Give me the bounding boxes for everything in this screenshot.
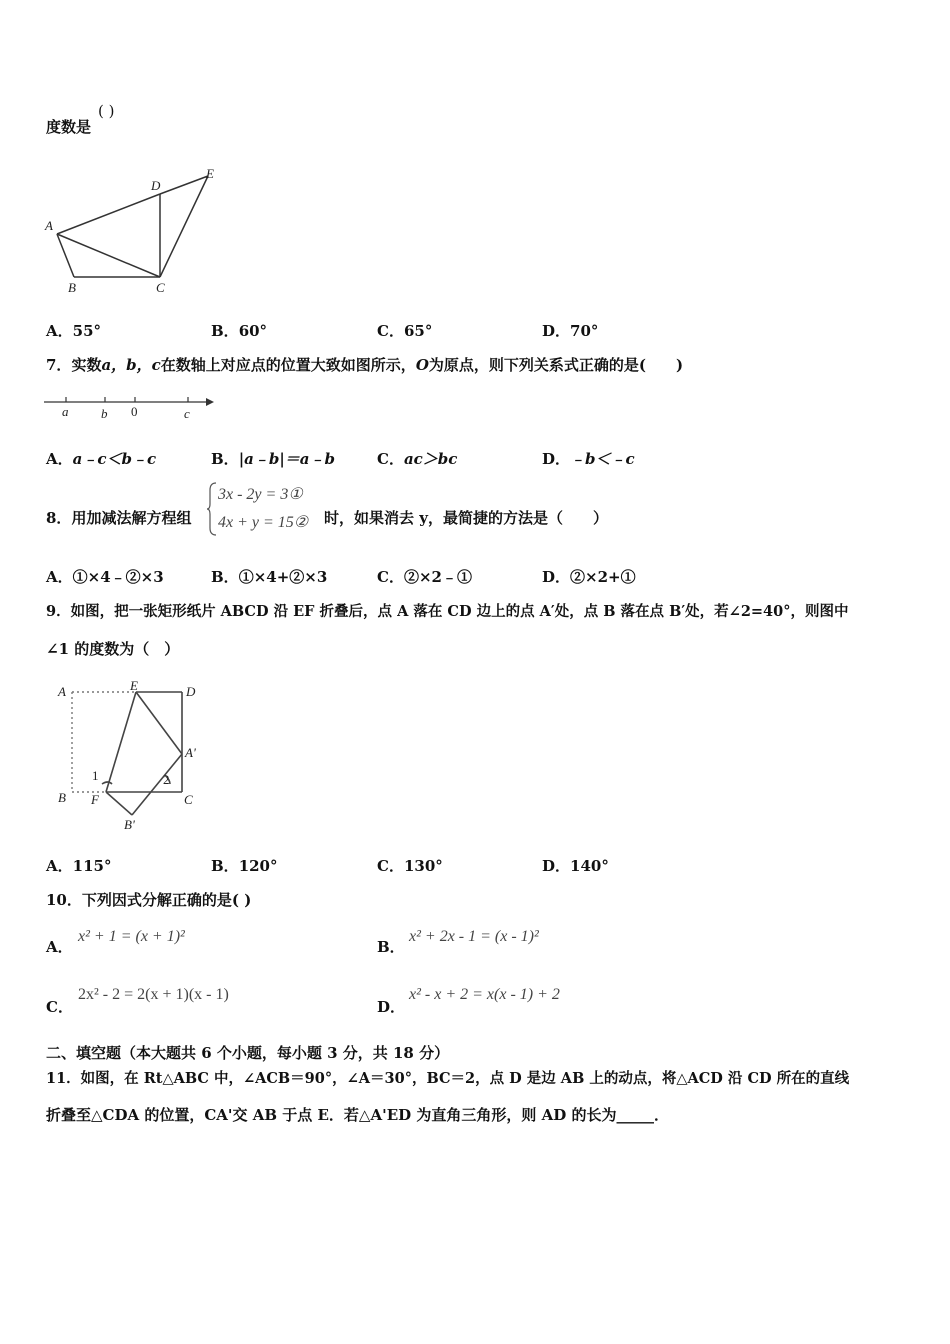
q7-axis-label-0: 0 <box>131 404 138 419</box>
q10-option-c-label[interactable]: C． <box>46 998 73 1016</box>
q8-question-pre <box>46 507 191 528</box>
q6-option-d-text: 70° <box>570 322 599 340</box>
q8-option-a-text: ①×4﹣②×3 <box>72 568 164 586</box>
q9-question-line1: 9．如图，把一张矩形纸片 ABCD 沿 EF 折叠后，点 A 落在 CD 边上的点 A′处，点 B 落在点 B′处，若∠2=40°，则图中 <box>46 603 849 620</box>
q7-option-c[interactable] <box>377 448 457 469</box>
q10-option-d-formula: x² - x + 2 = x(x - 1) + 2 <box>409 986 560 1003</box>
arrow-right-icon <box>206 398 214 406</box>
q9-option-d-text: 140° <box>570 857 609 875</box>
q9-label-a-prime: A' <box>185 745 196 760</box>
q7-option-b[interactable] <box>211 448 335 469</box>
q8-equation-1: 3x - 2y = 3① <box>218 486 303 503</box>
q9-option-a-text: 115° <box>72 857 112 875</box>
q6-figure <box>40 164 230 298</box>
q7-axis-label-a: a <box>62 404 69 419</box>
q10-option-a-label[interactable]: A． <box>46 938 73 956</box>
q7-option-d-text: ﹣b＜﹣c <box>570 450 635 468</box>
q11-question-line1: 11．如图，在 Rt△ABC 中，∠ACB＝90°，∠A＝30°，BC＝2，点 D 是边 AB 上的动点，将△ACD 沿 CD 所在的直线 <box>46 1070 850 1087</box>
q8-text-pre: 用加减法解方程组 <box>71 509 192 527</box>
q9-label-f: F <box>91 792 99 807</box>
q7-number-line <box>44 390 220 424</box>
q8-number: 8． <box>46 509 72 527</box>
q6-tail-text: 度数是 <box>46 118 92 136</box>
q10-option-b-formula: x² + 2x - 1 = (x - 1)² <box>409 928 539 945</box>
q9-option-b-label: B． <box>211 857 239 875</box>
q7-option-d[interactable] <box>542 448 635 469</box>
q6-option-d[interactable] <box>542 320 598 341</box>
q10-option-b-label[interactable]: B． <box>377 938 405 956</box>
q6-option-c-label: C． <box>377 322 404 340</box>
q9-option-a[interactable] <box>46 855 111 876</box>
q8-equation-2: 4x + y = 15② <box>218 514 309 531</box>
q7-option-a-text: a﹣c＜b﹣c <box>72 450 157 468</box>
q6-option-b[interactable] <box>211 320 267 341</box>
q8-option-c-label: C． <box>377 568 404 586</box>
q9-seg-a-prime-b-prime <box>132 754 182 815</box>
q6-option-a-label: A． <box>46 322 73 340</box>
q9-seg-ea-prime <box>136 692 182 754</box>
q9-label-e: E <box>130 680 138 693</box>
q9-label-a: A <box>58 684 66 699</box>
q7-text-pre: 实数 <box>71 356 102 374</box>
q8-text-post: 时，如果消去 y，最简捷的方法是（ ） <box>324 509 608 527</box>
q6-label-c: C <box>156 280 165 295</box>
q10-option-a-formula: x² + 1 = (x + 1)² <box>78 928 185 945</box>
q7-option-c-label: C． <box>377 450 404 468</box>
q6-option-b-text: 60° <box>238 322 268 340</box>
q9-option-a-label: A． <box>46 857 73 875</box>
q9-label-b: B <box>58 790 66 805</box>
q7-text-mid: 在数轴上对应点的位置大致如图所示， <box>160 356 416 374</box>
q7-option-d-label: D． <box>542 450 571 468</box>
q9-option-c-label: C． <box>377 857 404 875</box>
q7-axis-label-c: c <box>184 406 190 421</box>
q8-brace-icon <box>206 482 218 536</box>
q9-label-angle-1: 1 <box>92 768 99 783</box>
q7-option-a-label: A． <box>46 450 73 468</box>
q6-option-d-label: D． <box>542 322 571 340</box>
q7-origin: O <box>415 356 429 374</box>
q9-seg-fb-prime <box>106 792 132 815</box>
q8-option-b-label: B． <box>211 568 239 586</box>
q11-question-line2: 折叠至△CDA 的位置，CA'交 AB 于点 E．若△A'ED 为直角三角形，则 AD 的长为_____． <box>46 1106 669 1124</box>
q6-option-a-text: 55° <box>72 322 102 340</box>
q8-option-d-label: D． <box>542 568 571 586</box>
q6-answer-paren: ( ) <box>98 102 115 120</box>
q10-option-c-formula: 2x² - 2 = 2(x + 1)(x - 1) <box>78 986 229 1003</box>
q6-label-d: D <box>151 178 161 193</box>
q8-option-a-label: A． <box>46 568 73 586</box>
q8-option-a[interactable] <box>46 566 164 587</box>
q9-label-b-prime: B' <box>124 817 135 832</box>
q10-option-d-label[interactable]: D． <box>377 998 406 1016</box>
q7-option-a[interactable] <box>46 448 156 469</box>
q9-label-angle-2: 2 <box>163 772 170 787</box>
q9-option-b-text: 120° <box>238 857 278 875</box>
q9-seg-ef <box>106 692 136 792</box>
q6-option-c-text: 65° <box>403 322 433 340</box>
q7-vars: a，b，c <box>101 356 161 374</box>
q6-option-b-label: B． <box>211 322 239 340</box>
section2-title: 二、填空题（本大题共 6 个小题，每小题 3 分，共 18 分） <box>46 1044 450 1062</box>
q9-option-d-label: D． <box>542 857 571 875</box>
q6-seg-ad <box>57 194 160 234</box>
q8-option-c[interactable] <box>377 566 472 587</box>
q8-option-d[interactable] <box>542 566 636 587</box>
q7-number: 7． <box>46 356 72 374</box>
q8-option-c-text: ②×2﹣① <box>403 568 472 586</box>
q10-question: 10．下列因式分解正确的是( ) <box>46 891 252 909</box>
q6-label-e: E <box>206 166 214 181</box>
q7-text-post: 为原点，则下列关系式正确的是( ) <box>428 356 684 374</box>
q7-option-c-text: ac＞bc <box>403 450 458 468</box>
q6-option-c[interactable] <box>377 320 432 341</box>
q9-option-c-text: 130° <box>403 857 443 875</box>
q8-option-b-text: ①×4+②×3 <box>238 568 328 586</box>
q9-figure <box>54 680 214 832</box>
q6-label-a: A <box>45 218 53 233</box>
q8-option-b[interactable] <box>211 566 327 587</box>
q7-question <box>46 354 683 375</box>
q9-question-line2: ∠1 的度数为（ ） <box>46 640 180 658</box>
q8-option-d-text: ②×2+① <box>570 568 636 586</box>
q9-angle-1-arc <box>102 782 112 784</box>
q7-axis-label-b: b <box>101 406 108 421</box>
q9-option-c[interactable] <box>377 855 443 876</box>
q7-option-b-label: B． <box>211 450 239 468</box>
q9-label-d: D <box>186 684 196 699</box>
q7-option-b-text: |a﹣b|＝a﹣b <box>238 450 336 468</box>
q6-seg-ac <box>57 234 160 277</box>
q6-option-a[interactable] <box>46 320 101 341</box>
q9-option-d[interactable] <box>542 855 609 876</box>
q9-label-c: C <box>184 792 193 807</box>
q6-label-b: B <box>68 280 76 295</box>
q9-option-b[interactable] <box>211 855 278 876</box>
